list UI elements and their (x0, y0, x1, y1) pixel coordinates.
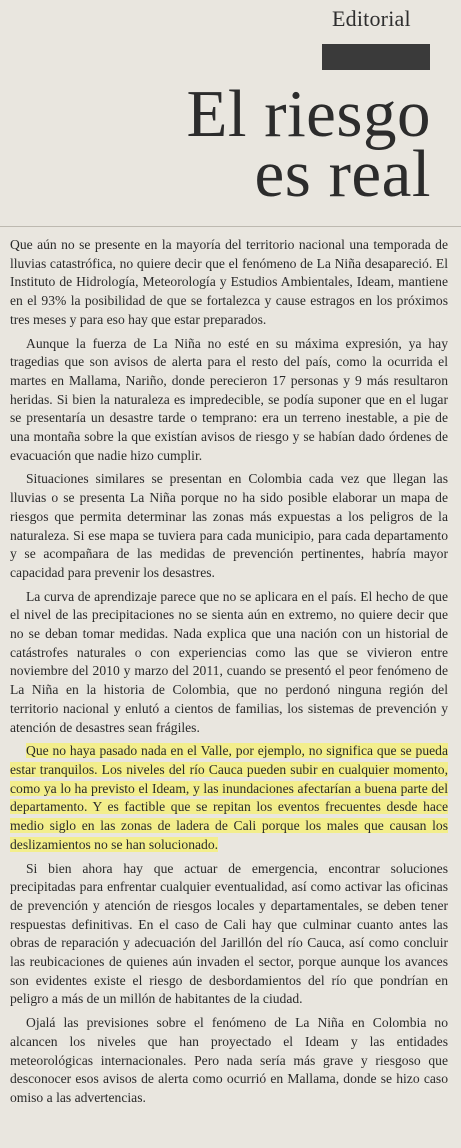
highlight: Que no haya pasado nada en el Valle, por ejemplo, no significa que se pueda estar tranquilos. Los niveles del río Cauca pueden subir en cualquier momento, como ya lo ha previsto el Ideam, y las inundaciones afectarían a buena parte del departamento. Y es factible que se repitan los eventos frecuentes desde hace medio siglo en las zonas de ladera de Cali porque los males que causan los deslizamientos no se han solucionado. (10, 743, 448, 852)
section-label: Editorial (332, 6, 411, 31)
paragraph-7: Ojalá las previsiones sobre el fenómeno de La Niña en Colombia no alcancen los niveles que han proyectado el Ideam y las entidades meteorológicas internacionales. Pero nada sería más grave y riesgoso que desconocer esos avisos de alerta como ocurrió en Mallama, donde se hizo caso omiso a las advertencias. (10, 1015, 448, 1105)
article-body (10, 236, 448, 1113)
headline-line-2: es real (254, 137, 431, 211)
paragraph-1: Que aún no se presente en la mayoría del territorio nacional una temporada de lluvias catastrófica, no quiere decir que el fenómeno de La Niña desapareció. El Instituto de Hidrología, Meteorología y Estudios Ambientales, Ideam, mantiene en el 93% la posibilidad de que se fortalezca y cause estragos en los próximos tres meses y para eso hay que estar preparados. (10, 237, 448, 327)
paragraph-4: La curva de aprendizaje parece que no se aplicara en el país. El hecho de que el nivel de las precipitaciones no se sienta aún en extremo, no quiere decir que no se deban tomar medidas. Nada explica que una nación con un historial de catástrofes naturales o con experiencias como las que se vivieron entre noviembre del 2010 y marzo del 2011, cuando se presentó el peor fenómeno de La Niña en la historia de Colombia, que no perdonó ninguna región del territorio nacional y enlutó a cientos de familias, los sistemas de prevención y atención de desastres sean frágiles. (10, 588, 448, 735)
paragraph-2: Aunque la fuerza de La Niña no esté en su máxima expresión, ya hay tragedias que son avisos de alerta para el resto del país, como la ocurrida el martes en Mallama, Nariño, donde perecieron 17 personas y 9 más resultaron heridas. Si bien la naturaleza es impredecible, se podía suponer que en el lugar se presentaría un desastre tarde o temprano: era un terreno inestable, a pie de una montaña sobre la que existían avisos de riesgo y se habían dado órdenes de evacuación que nadie hizo cumplir. (10, 335, 448, 463)
section-bar (322, 44, 430, 70)
divider (0, 226, 461, 227)
headline-line-1: El riesgo (186, 77, 431, 151)
paragraph-5-highlighted (10, 742, 448, 854)
paragraph-6: Si bien ahora hay que actuar de emergencia, encontrar soluciones precipitadas para enfrentar cualquier eventualidad, así como activar las oficinas de prevención y atención de riesgos locales y departamentales, se deben tener respuestas definitivas. En el caso de Cali hay que culminar cuanto antes las obras de reparación y adecuación del Jarillón del río Cauca, así como concluir las reubicaciones de quienes aún invaden el sector, porque aunque los avances son evidentes existe el riesgo de desbordamientos del río que pondrían en peligro a más de un millón de habitantes de la ciudad. (10, 860, 448, 1007)
paragraph-3: Situaciones similares se presentan en Colombia cada vez que llegan las lluvias o se presenta La Niña porque no ha sido posible elaborar un mapa de riesgos que permita determinar las zonas más expuestas a los peligros de la naturaleza. Si ese mapa se tuviera para cada municipio, para cada departamento y se acompañara de las medidas de prevención pertinentes, habría mayor capacidad para prevenir los desastres. (10, 471, 448, 580)
headline (186, 77, 431, 211)
